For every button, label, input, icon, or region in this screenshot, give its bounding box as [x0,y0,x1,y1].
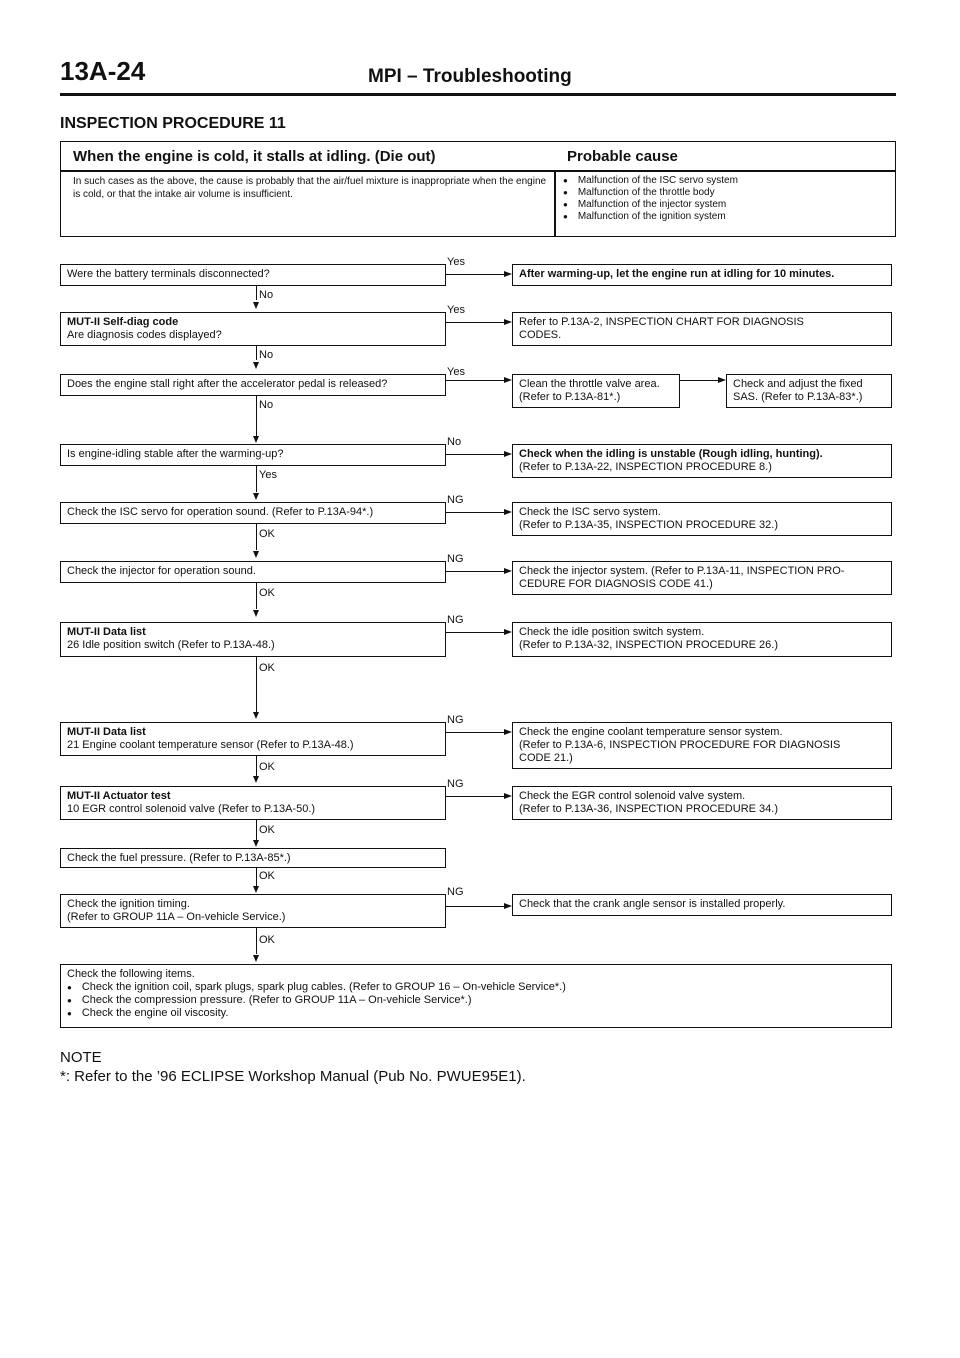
connector [256,866,257,886]
branch-label-ng: NG [447,778,464,790]
action-text-line: Refer to P.13A-2, INSPECTION CHART FOR DIAGNOSIS [519,316,804,328]
header-rule [60,93,896,96]
arrow-right-icon [504,793,512,799]
action-text-line: (Refer to P.13A-32, INSPECTION PROCEDURE 26.) [519,639,778,651]
action-text-line: (Refer to P.13A-6, INSPECTION PROCEDURE FOR DIAGNOSIS [519,739,841,751]
flow-final-checks [60,964,892,1028]
connector [446,796,504,797]
summary-box [60,141,896,237]
flow-action-adjust-sas [726,374,892,408]
action-text-line: Check the injector system. (Refer to P.13A-11, INSPECTION PRO- [519,565,845,577]
branch-label-no: No [259,349,274,361]
arrow-right-icon [504,629,512,635]
question-title: MUT-II Data list [67,726,146,738]
branch-label-ok: OK [259,761,275,773]
branch-label-no: No [259,399,274,411]
arrow-right-icon [504,729,512,735]
flow-question-battery [60,264,446,286]
arrow-down-icon [253,493,259,500]
branch-label-ok: OK [259,587,275,599]
branch-label-ng: NG [447,886,464,898]
connector [446,512,504,513]
question-text: Check the ISC servo for operation sound. (Refer to P.13A-94*.) [67,506,374,518]
action-text-line: (Refer to P.13A-81*.) [519,391,621,403]
branch-label-no: No [259,289,274,301]
branch-label-yes: Yes [259,469,277,481]
flow-action-injector-system [512,561,892,595]
final-heading: Check the following items. [67,968,195,980]
connector [256,820,257,840]
arrow-right-icon [504,451,512,457]
connector [256,583,257,609]
summary-divider [61,170,895,172]
question-text: 21 Engine coolant temperature sensor (Refer to P.13A-48.) [67,739,354,751]
action-text-line: CODE 21.) [519,752,573,764]
connector [680,380,718,381]
action-text-line: Check the engine coolant temperature sensor system. [519,726,783,738]
action-text: After warming-up, let the engine run at idling for 10 minutes. [519,268,835,280]
branch-label-ng: NG [447,553,464,565]
arrow-right-icon [718,377,726,383]
action-text-line: (Refer to P.13A-36, INSPECTION PROCEDURE 34.) [519,803,778,815]
arrow-right-icon [504,903,512,909]
arrow-down-icon [253,610,259,617]
question-text-line: (Refer to GROUP 11A – On-vehicle Service.) [67,911,286,923]
flow-question-idle-switch [60,622,446,657]
note-text: *: Refer to the ’96 ECLIPSE Workshop Manual (Pub No. PWUE95E1). [60,1068,526,1085]
branch-label-yes: Yes [447,304,465,316]
action-text-line: CEDURE FOR DIAGNOSIS CODE 41.) [519,578,713,590]
cause-item: ● Malfunction of the throttle body [563,187,738,199]
flow-action-clean-throttle [512,374,680,408]
page-number: 13A-24 [60,56,146,86]
arrow-right-icon [504,271,512,277]
final-check-item: ● Check the ignition coil, spark plugs, spark plug cables. (Refer to GROUP 16 – On-vehicle Service*.) [67,981,885,994]
branch-label-no: No [447,436,462,448]
connector [446,274,504,275]
connector [256,928,257,954]
cause-item: ● Malfunction of the ignition system [563,211,738,223]
arrow-down-icon [253,302,259,309]
branch-label-ng: NG [447,614,464,626]
probable-cause-list [563,175,738,223]
connector [446,322,504,323]
connector [256,286,257,300]
flow-action-inspection-chart [512,312,892,346]
flow-action-idle-switch-system [512,622,892,657]
action-text-line: (Refer to P.13A-22, INSPECTION PROCEDURE 8.) [519,461,772,473]
arrow-down-icon [253,886,259,893]
action-text-line: Check when the idling is unstable (Rough idling, hunting). [519,448,823,460]
procedure-title: INSPECTION PROCEDURE 11 [60,115,286,132]
final-check-item: ● Check the compression pressure. (Refer to GROUP 11A – On-vehicle Service*.) [67,994,885,1007]
question-text: Check the fuel pressure. (Refer to P.13A-85*.) [67,852,291,864]
connector [256,524,257,550]
arrow-down-icon [253,955,259,962]
arrow-down-icon [253,776,259,783]
branch-label-ok: OK [259,824,275,836]
action-text-line: Clean the throttle valve area. [519,378,660,390]
branch-label-ok: OK [259,528,275,540]
action-text-line: Check the idle position switch system. [519,626,705,638]
connector [446,380,504,381]
action-text-line: Check the EGR control solenoid valve system. [519,790,746,802]
arrow-down-icon [253,712,259,719]
connector [446,632,504,633]
flow-question-injector-sound [60,561,446,583]
branch-label-yes: Yes [447,256,465,268]
page-title: MPI – Troubleshooting [368,66,572,87]
question-text: Are diagnosis codes displayed? [67,329,222,341]
connector [256,756,257,776]
symptom-heading: When the engine is cold, it stalls at idling. (Die out) [73,148,436,165]
connector [446,906,504,907]
note-heading: NOTE [60,1049,102,1066]
final-check-item: ● Check the engine oil viscosity. [67,1007,885,1020]
probable-cause-heading: Probable cause [567,148,678,165]
flow-question-isc-sound [60,502,446,524]
question-title: MUT-II Data list [67,626,146,638]
question-text: 26 Idle position switch (Refer to P.13A-48.) [67,639,275,651]
branch-label-ok: OK [259,870,275,882]
connector [256,657,257,712]
question-text-line: Check the ignition timing. [67,898,190,910]
branch-label-ok: OK [259,934,275,946]
action-text-line: CODES. [519,329,562,341]
cause-item: ● Malfunction of the injector system [563,199,738,211]
branch-label-ng: NG [447,714,464,726]
note [60,1048,526,1086]
flow-question-coolant-sensor [60,722,446,756]
connector [446,571,504,572]
branch-label-ok: OK [259,662,275,674]
arrow-right-icon [504,509,512,515]
question-title: MUT-II Self-diag code [67,316,179,328]
connector [256,466,257,492]
flow-action-rough-idling [512,444,892,478]
action-text-line: Check and adjust the fixed [733,378,863,390]
flow-question-self-diag [60,312,446,346]
flow-question-ignition-timing [60,894,446,928]
flow-question-idle-stable [60,444,446,466]
action-text-line: (Refer to P.13A-35, INSPECTION PROCEDURE 32.) [519,519,778,531]
action-text-line: Check the ISC servo system. [519,506,661,518]
flow-question-egr-valve [60,786,446,820]
question-text: Does the engine stall right after the accelerator pedal is released? [67,378,388,390]
question-title: MUT-II Actuator test [67,790,171,802]
arrow-down-icon [253,436,259,443]
final-check-list [67,981,885,1020]
flow-action-crank-sensor [512,894,892,916]
flow-action-isc-system [512,502,892,536]
action-text-line: SAS. (Refer to P.13A-83*.) [733,391,863,403]
symptom-explanation: In such cases as the above, the cause is probably that the air/fuel mixture is inappropriate when the engine is cold, or that the intake air volume is insufficient. [73,176,547,200]
arrow-down-icon [253,551,259,558]
arrow-right-icon [504,568,512,574]
arrow-down-icon [253,840,259,847]
question-text: Check the injector for operation sound. [67,565,256,577]
branch-label-ng: NG [447,494,464,506]
cause-item: ● Malfunction of the ISC servo system [563,175,738,187]
question-text: 10 EGR control solenoid valve (Refer to P.13A-50.) [67,803,316,815]
flow-question-fuel-pressure [60,848,446,868]
flow-action-egr-system [512,786,892,820]
connector [446,454,504,455]
action-text: Check that the crank angle sensor is installed properly. [519,898,786,910]
question-text: Were the battery terminals disconnected? [67,268,270,280]
flow-action-coolant-sensor-system [512,722,892,769]
connector [446,732,504,733]
branch-label-yes: Yes [447,366,465,378]
connector [256,396,257,436]
question-text: Is engine-idling stable after the warming-up? [67,448,284,460]
arrow-right-icon [504,319,512,325]
flow-question-stall [60,374,446,396]
arrow-down-icon [253,362,259,369]
summary-column-divider [554,170,556,236]
connector [256,346,257,360]
arrow-right-icon [504,377,512,383]
flow-action-warmup [512,264,892,286]
